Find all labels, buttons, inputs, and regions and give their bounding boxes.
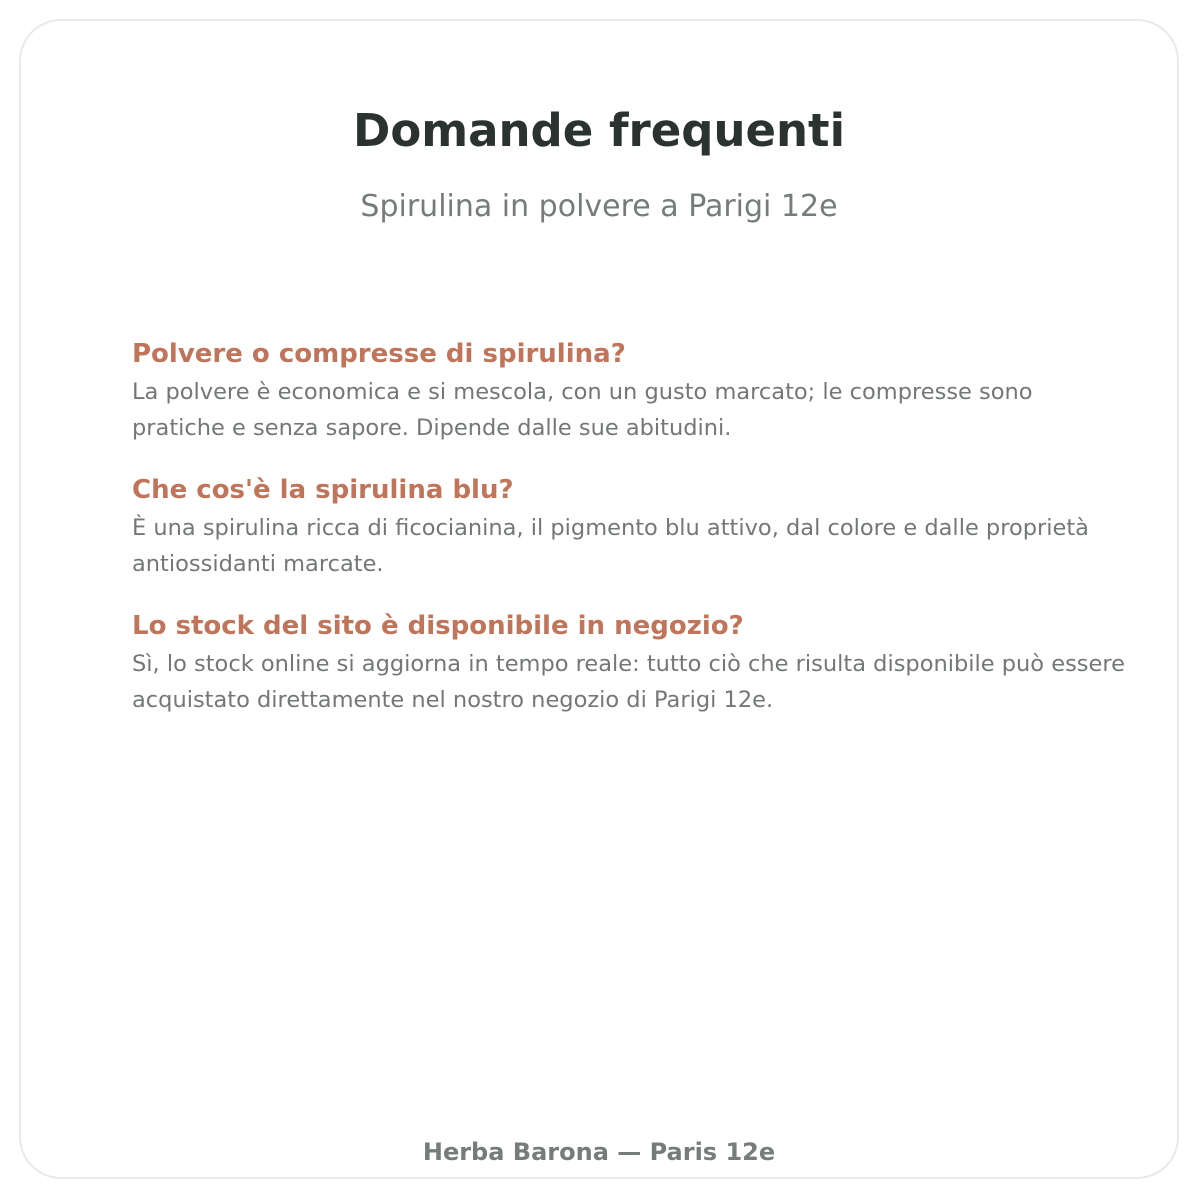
faq-question: Polvere o compresse di spirulina? [132,339,626,369]
faq-answer: Sì, lo stock online si aggiorna in tempo reale: tutto ciò che risulta disponibile può essere acquistato direttamente nel nostro negozio di Parigi 12e. [132,651,1125,713]
faq-item [132,470,1132,582]
faq-question: Che cos'è la spirulina blu? [132,475,514,505]
page-title: Domande frequenti [353,104,845,157]
page-subtitle: Spirulina in polvere a Parigi 12e [360,189,838,224]
faq-answer: La polvere è economica e si mescola, con un gusto marcato; le compresse sono pratiche e senza sapore. Dipende dalle sue abitudini. [132,379,1033,441]
faq-item [132,606,1132,718]
faq-card [19,19,1179,1179]
faq-question: Lo stock del sito è disponibile in negozio? [132,611,744,641]
footer-brand: Herba Barona — Paris 12e [422,1138,776,1166]
faq-item [132,334,1132,446]
faq-answer: È una spirulina ricca di ficocianina, il pigmento blu attivo, dal colore e dalle proprietà antiossidanti marcate. [132,515,1089,577]
faq-list [132,334,1132,742]
